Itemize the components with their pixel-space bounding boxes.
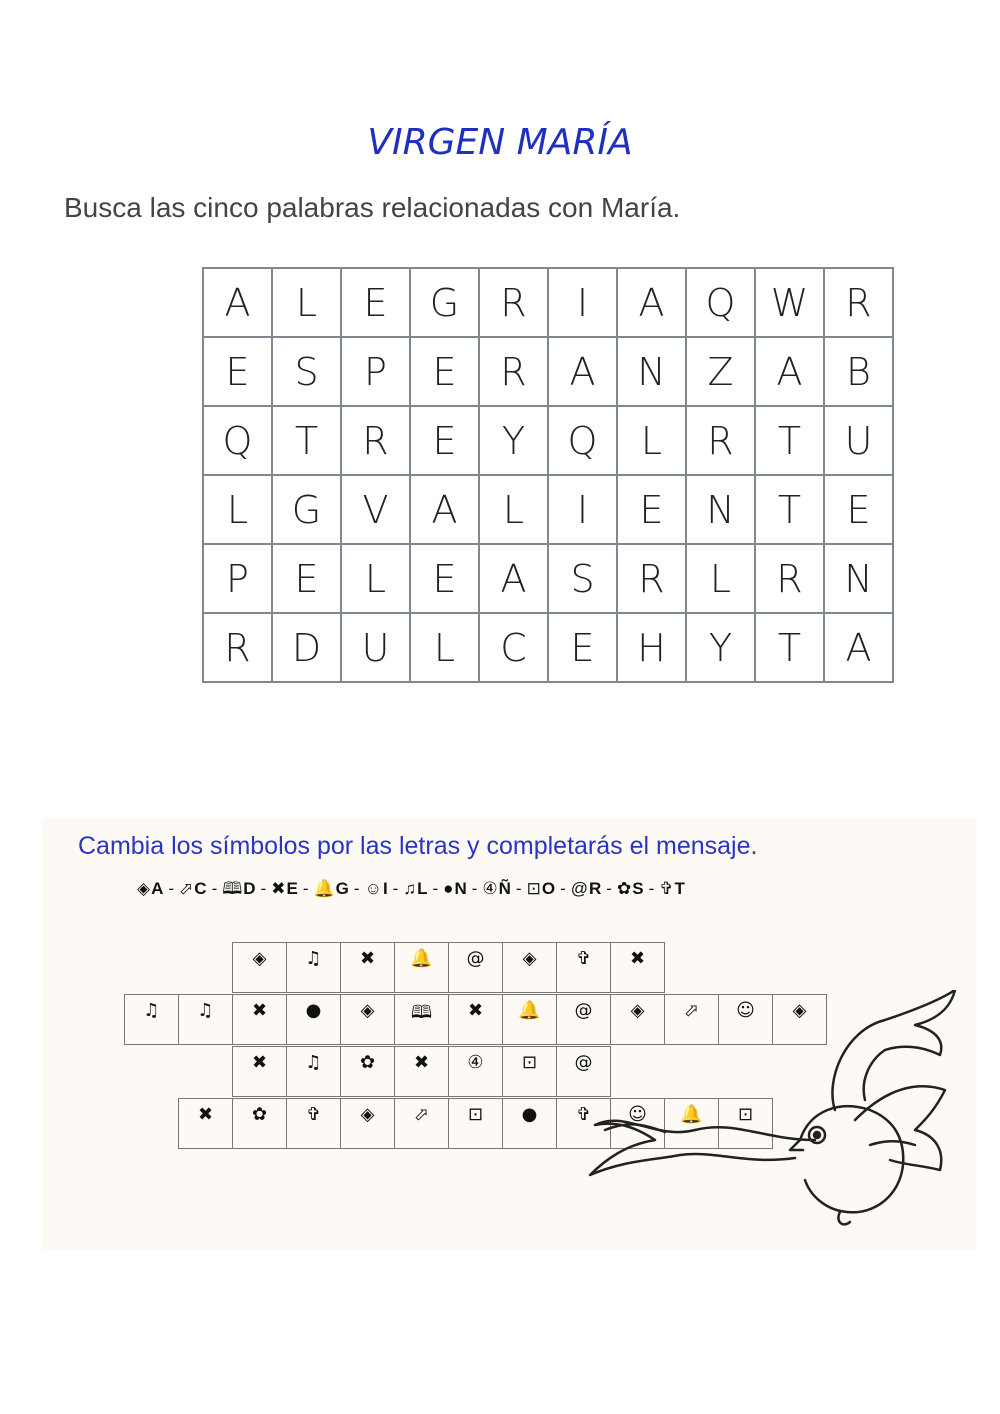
word-search-grid: [202, 267, 894, 683]
grid-cell[interactable]: I: [548, 268, 617, 337]
grid-cell[interactable]: E: [410, 406, 479, 475]
cipher-cell[interactable]: 🔔: [502, 994, 557, 1045]
legend-symbol: ⊡: [526, 879, 541, 898]
grid-cell[interactable]: T: [755, 613, 824, 682]
grid-cell[interactable]: Y: [479, 406, 548, 475]
grid-cell[interactable]: E: [548, 613, 617, 682]
grid-cell[interactable]: T: [272, 406, 341, 475]
cipher-cell[interactable]: ✖: [448, 994, 503, 1045]
grid-cell[interactable]: N: [824, 544, 893, 613]
grid-cell[interactable]: P: [341, 337, 410, 406]
grid-cell[interactable]: U: [341, 613, 410, 682]
legend-letter: A: [151, 879, 164, 898]
legend-letter: I: [382, 879, 388, 898]
cipher-cell[interactable]: ✞: [286, 1098, 341, 1149]
grid-cell[interactable]: R: [755, 544, 824, 613]
legend-letter: T: [674, 879, 685, 898]
cipher-cell[interactable]: ✞: [556, 942, 611, 993]
grid-row: [203, 337, 893, 406]
cipher-cell[interactable]: ✖: [232, 1046, 287, 1097]
legend-letter: S: [632, 879, 644, 898]
grid-cell[interactable]: T: [755, 406, 824, 475]
grid-cell[interactable]: R: [203, 613, 272, 682]
cipher-cell[interactable]: ♫: [124, 994, 179, 1045]
cipher-cell[interactable]: ✖: [340, 942, 395, 993]
grid-cell[interactable]: A: [203, 268, 272, 337]
legend-symbol: ☺: [364, 879, 382, 898]
legend-letter: N: [454, 879, 467, 898]
grid-cell[interactable]: E: [341, 268, 410, 337]
grid-cell[interactable]: V: [341, 475, 410, 544]
legend-letter: O: [541, 879, 556, 898]
cipher-cell[interactable]: ✿: [232, 1098, 287, 1149]
cipher-cell[interactable]: ⊡: [448, 1098, 503, 1149]
grid-cell[interactable]: G: [272, 475, 341, 544]
grid-cell[interactable]: C: [479, 613, 548, 682]
grid-cell[interactable]: R: [341, 406, 410, 475]
cipher-cell[interactable]: ☺: [718, 994, 773, 1045]
grid-cell[interactable]: G: [410, 268, 479, 337]
cipher-cell[interactable]: ✖: [610, 942, 665, 993]
cipher-cell[interactable]: ⬀: [664, 994, 719, 1045]
grid-cell[interactable]: W: [755, 268, 824, 337]
grid-cell[interactable]: A: [479, 544, 548, 613]
cipher-cell[interactable]: @: [556, 1046, 611, 1097]
grid-cell[interactable]: S: [272, 337, 341, 406]
legend-symbol: ◈: [137, 879, 151, 898]
grid-cell[interactable]: A: [617, 268, 686, 337]
grid-cell[interactable]: Y: [686, 613, 755, 682]
cipher-cell[interactable]: ✖: [394, 1046, 449, 1097]
legend-symbol: ✞: [659, 879, 674, 898]
grid-cell[interactable]: E: [410, 337, 479, 406]
cipher-cell[interactable]: ⊡: [718, 1098, 773, 1149]
grid-cell[interactable]: N: [686, 475, 755, 544]
cipher-legend: ◈A - ⬀C - 🕮D - ✖E - 🔔G - ☺I - ♫L - ●N - ④Ñ - ⊡O - @R - ✿S - ✞T: [137, 879, 685, 898]
wordsearch-instruction: Busca las cinco palabras relacionadas con María.: [64, 192, 681, 223]
cipher-cell[interactable]: ♫: [286, 942, 341, 993]
cipher-instruction: Cambia los símbolos por las letras y completarás el mensaje.: [78, 832, 758, 860]
cipher-cell[interactable]: ④: [448, 1046, 503, 1097]
grid-cell[interactable]: T: [755, 475, 824, 544]
cipher-cell[interactable]: ✿: [340, 1046, 395, 1097]
cipher-cell[interactable]: ⬀: [394, 1098, 449, 1149]
cipher-cell[interactable]: ✞: [556, 1098, 611, 1149]
grid-row: [203, 406, 893, 475]
grid-row: [203, 613, 893, 682]
legend-symbol: ✿: [616, 879, 632, 898]
grid-cell[interactable]: R: [479, 268, 548, 337]
legend-symbol: ⬀: [179, 879, 194, 898]
grid-cell[interactable]: Q: [548, 406, 617, 475]
legend-letter: G: [335, 879, 349, 898]
cipher-cell[interactable]: 🔔: [664, 1098, 719, 1149]
legend-letter: D: [243, 879, 256, 898]
cipher-cell[interactable]: ◈: [772, 994, 827, 1045]
cipher-cell[interactable]: ✖: [232, 994, 287, 1045]
page-title: VIRGEN MARÍA: [367, 122, 633, 163]
grid-cell[interactable]: L: [272, 268, 341, 337]
grid-cell[interactable]: H: [617, 613, 686, 682]
cipher-cell[interactable]: ♫: [286, 1046, 341, 1097]
cipher-cell[interactable]: ◈: [610, 994, 665, 1045]
legend-letter: R: [589, 879, 602, 898]
legend-letter: L: [417, 879, 428, 898]
cipher-cell[interactable]: @: [556, 994, 611, 1045]
legend-letter: E: [286, 879, 298, 898]
cipher-cell[interactable]: ●: [502, 1098, 557, 1149]
grid-cell[interactable]: A: [548, 337, 617, 406]
cipher-cell[interactable]: ◈: [502, 942, 557, 993]
grid-cell[interactable]: S: [548, 544, 617, 613]
grid-cell[interactable]: L: [617, 406, 686, 475]
grid-row: [203, 268, 893, 337]
grid-cell[interactable]: Z: [686, 337, 755, 406]
grid-cell[interactable]: A: [755, 337, 824, 406]
grid-cell[interactable]: A: [410, 475, 479, 544]
grid-cell[interactable]: E: [410, 544, 479, 613]
cipher-cell[interactable]: ◈: [232, 942, 287, 993]
grid-cell[interactable]: L: [686, 544, 755, 613]
cipher-cell[interactable]: ◈: [340, 1098, 395, 1149]
grid-cell[interactable]: L: [479, 475, 548, 544]
legend-symbol: 🕮: [222, 879, 243, 898]
grid-cell[interactable]: R: [824, 268, 893, 337]
cipher-cell[interactable]: 🕮: [394, 994, 449, 1045]
ribbon-path: [590, 1121, 815, 1175]
grid-cell[interactable]: R: [617, 544, 686, 613]
cipher-cell[interactable]: ◈: [340, 994, 395, 1045]
cipher-cell[interactable]: @: [448, 942, 503, 993]
legend-symbol: @: [570, 879, 589, 898]
legend-symbol: ●: [443, 879, 454, 898]
legend-symbol: 🔔: [313, 879, 335, 898]
grid-row: [203, 544, 893, 613]
grid-cell[interactable]: I: [548, 475, 617, 544]
grid-cell[interactable]: N: [617, 337, 686, 406]
grid-cell[interactable]: B: [824, 337, 893, 406]
legend-symbol: ♫: [403, 879, 417, 898]
grid-cell[interactable]: E: [203, 337, 272, 406]
cipher-cell[interactable]: ⊡: [502, 1046, 557, 1097]
grid-cell[interactable]: L: [410, 613, 479, 682]
grid-cell[interactable]: R: [686, 406, 755, 475]
grid-cell[interactable]: E: [824, 475, 893, 544]
cipher-cell[interactable]: ●: [286, 994, 341, 1045]
grid-cell[interactable]: D: [272, 613, 341, 682]
cipher-cell[interactable]: ☺: [610, 1098, 665, 1149]
legend-symbol: ✖: [271, 879, 286, 898]
grid-cell[interactable]: A: [824, 613, 893, 682]
grid-cell[interactable]: U: [824, 406, 893, 475]
grid-row: [203, 475, 893, 544]
grid-cell[interactable]: Q: [203, 406, 272, 475]
grid-cell[interactable]: R: [479, 337, 548, 406]
cipher-cell[interactable]: ♫: [178, 994, 233, 1045]
grid-cell[interactable]: L: [203, 475, 272, 544]
legend-letter: Ñ: [498, 879, 511, 898]
grid-cell[interactable]: E: [272, 544, 341, 613]
legend-letter: C: [194, 879, 207, 898]
grid-cell[interactable]: L: [341, 544, 410, 613]
legend-symbol: ④: [482, 879, 498, 898]
grid-cell[interactable]: E: [617, 475, 686, 544]
grid-cell[interactable]: Q: [686, 268, 755, 337]
cipher-cell[interactable]: 🔔: [394, 942, 449, 993]
dove-illustration: [585, 990, 965, 1230]
cipher-cell[interactable]: ✖: [178, 1098, 233, 1149]
grid-cell[interactable]: P: [203, 544, 272, 613]
